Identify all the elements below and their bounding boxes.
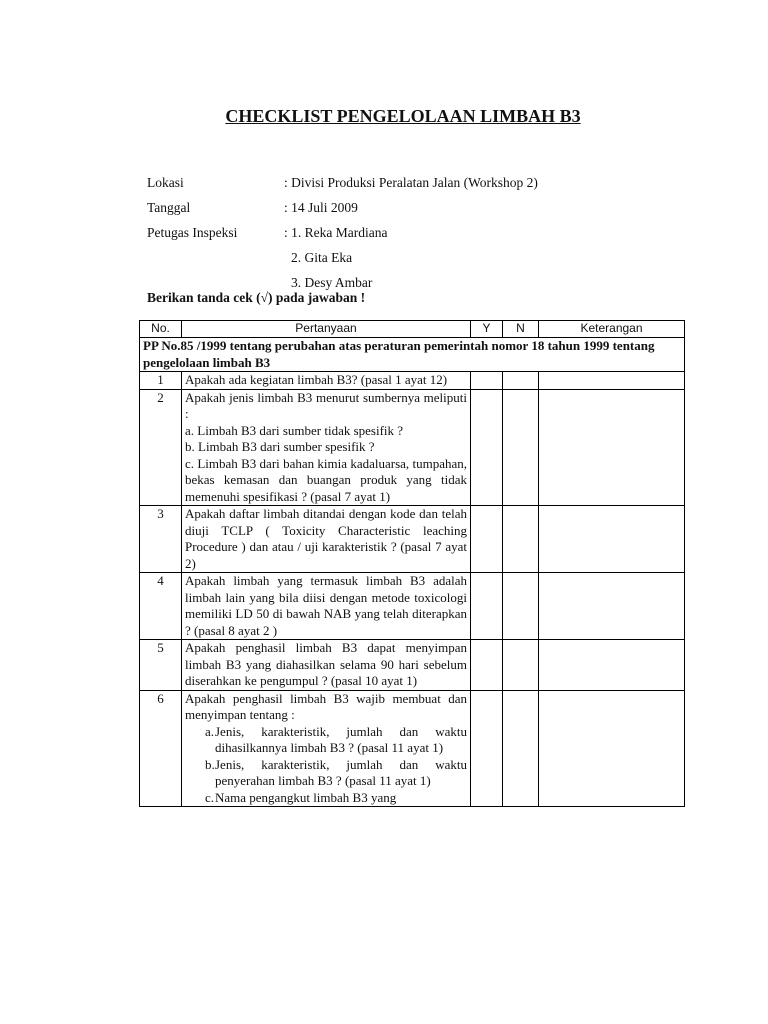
question-item (185, 724, 467, 757)
row-question: Apakah daftar limbah ditandai dengan kode dan telah diuji TCLP ( Toxicity Characteristic leaching Procedure ) dan atau / uji karakteristik ? (pasal 7 ayat 2) (182, 506, 471, 573)
answer-n-cell[interactable] (503, 573, 539, 640)
answer-y-cell[interactable] (471, 372, 503, 390)
row-no: 3 (140, 506, 182, 573)
question-item: c. Limbah B3 dari bahan kimia kadaluarsa, tumpahan, bekas kemasan dan buangan produk yang tidak memenuhi spesifikasi ? (pasal 7 ayat 1) (185, 455, 467, 504)
tanggal-label: Tanggal (147, 199, 191, 215)
answer-n-cell[interactable] (503, 690, 539, 807)
lokasi-value: : Divisi Produksi Peralatan Jalan (Workshop 2) (284, 174, 538, 190)
header-no: No. (140, 321, 182, 338)
header-y: Y (471, 321, 503, 338)
row-question (182, 690, 471, 807)
table-row (140, 506, 685, 573)
row-question: Apakah penghasil limbah B3 dapat menyimpan limbah B3 yang diahasilkan selama 90 hari sebelum diserahkan ke pengumpul ? (pasal 10 ayat 1) (182, 640, 471, 691)
answer-n-cell[interactable] (503, 389, 539, 506)
item-letter: c. (205, 789, 215, 805)
item-text: Jenis, karakteristik, jumlah dan waktu penyerahan limbah B3 ? (pasal 11 ayat 1) (215, 756, 467, 788)
answer-n-cell[interactable] (503, 640, 539, 691)
document-title: CHECKLIST PENGELOLAAN LIMBAH B3 (225, 106, 581, 126)
answer-y-cell[interactable] (471, 389, 503, 506)
tanggal-value: : 14 Juli 2009 (284, 199, 358, 215)
keterangan-cell[interactable] (539, 372, 685, 390)
table-row (140, 690, 685, 807)
question-intro: Apakah penghasil limbah B3 wajib membuat dan menyimpan tentang : (185, 690, 467, 722)
petugas-3: 3. Desy Ambar (291, 274, 373, 290)
meta-row-petugas (147, 220, 538, 245)
header-pertanyaan: Pertanyaan (182, 321, 471, 338)
answer-n-cell[interactable] (503, 506, 539, 573)
question-intro: Apakah jenis limbah B3 menurut sumbernya meliputi : (185, 389, 467, 421)
instruction-text: Berikan tanda cek (√) pada jawaban ! (147, 290, 366, 305)
petugas-2: 2. Gita Eka (291, 249, 353, 265)
meta-row-tanggal (147, 195, 538, 220)
keterangan-cell[interactable] (539, 573, 685, 640)
checklist-table (139, 320, 685, 807)
lokasi-label: Lokasi (147, 174, 184, 190)
item-letter: a. (205, 723, 215, 739)
table-header-row (140, 321, 685, 338)
row-question: Apakah ada kegiatan limbah B3? (pasal 1 ayat 12) (182, 372, 471, 390)
meta-row-lokasi (147, 170, 538, 195)
item-letter: b. (205, 756, 215, 772)
row-no: 6 (140, 690, 182, 807)
keterangan-cell[interactable] (539, 506, 685, 573)
section-title: PP No.85 /1999 tentang perubahan atas peraturan pemerintah nomor 18 tahun 1999 tentang pengelolaan limbah B3 (140, 338, 685, 372)
table-row (140, 389, 685, 506)
question-item: b. Limbah B3 dari sumber spesifik ? (185, 439, 375, 454)
answer-y-cell[interactable] (471, 690, 503, 807)
question-item (185, 790, 467, 807)
table-row (140, 573, 685, 640)
keterangan-cell[interactable] (539, 690, 685, 807)
header-keterangan: Keterangan (539, 321, 685, 338)
item-text: Nama pengangkut limbah B3 yang (215, 789, 397, 805)
keterangan-cell[interactable] (539, 389, 685, 506)
item-text: Jenis, karakteristik, jumlah dan waktu dihasilkannya limbah B3 ? (pasal 11 ayat 1) (215, 723, 467, 755)
answer-y-cell[interactable] (471, 640, 503, 691)
table-row (140, 640, 685, 691)
question-item: a. Limbah B3 dari sumber tidak spesifik ? (185, 422, 404, 438)
petugas-1: : 1. Reka Mardiana (284, 224, 388, 240)
row-question (182, 389, 471, 506)
section-row (140, 338, 685, 372)
keterangan-cell[interactable] (539, 640, 685, 691)
row-no: 2 (140, 389, 182, 506)
table-row (140, 372, 685, 390)
petugas-label: Petugas Inspeksi (147, 224, 238, 240)
row-question: Apakah limbah yang termasuk limbah B3 adalah limbah lain yang bila diisi dengan metode toxicologi memiliki LD 50 di bawah NAB yang telah diterapkan ? (pasal 8 ayat 2 ) (182, 573, 471, 640)
header-n: N (503, 321, 539, 338)
inspection-meta (147, 170, 538, 295)
question-item (185, 757, 467, 790)
answer-n-cell[interactable] (503, 372, 539, 390)
answer-y-cell[interactable] (471, 506, 503, 573)
answer-y-cell[interactable] (471, 573, 503, 640)
row-no: 4 (140, 573, 182, 640)
row-no: 5 (140, 640, 182, 691)
row-no: 1 (140, 372, 182, 390)
